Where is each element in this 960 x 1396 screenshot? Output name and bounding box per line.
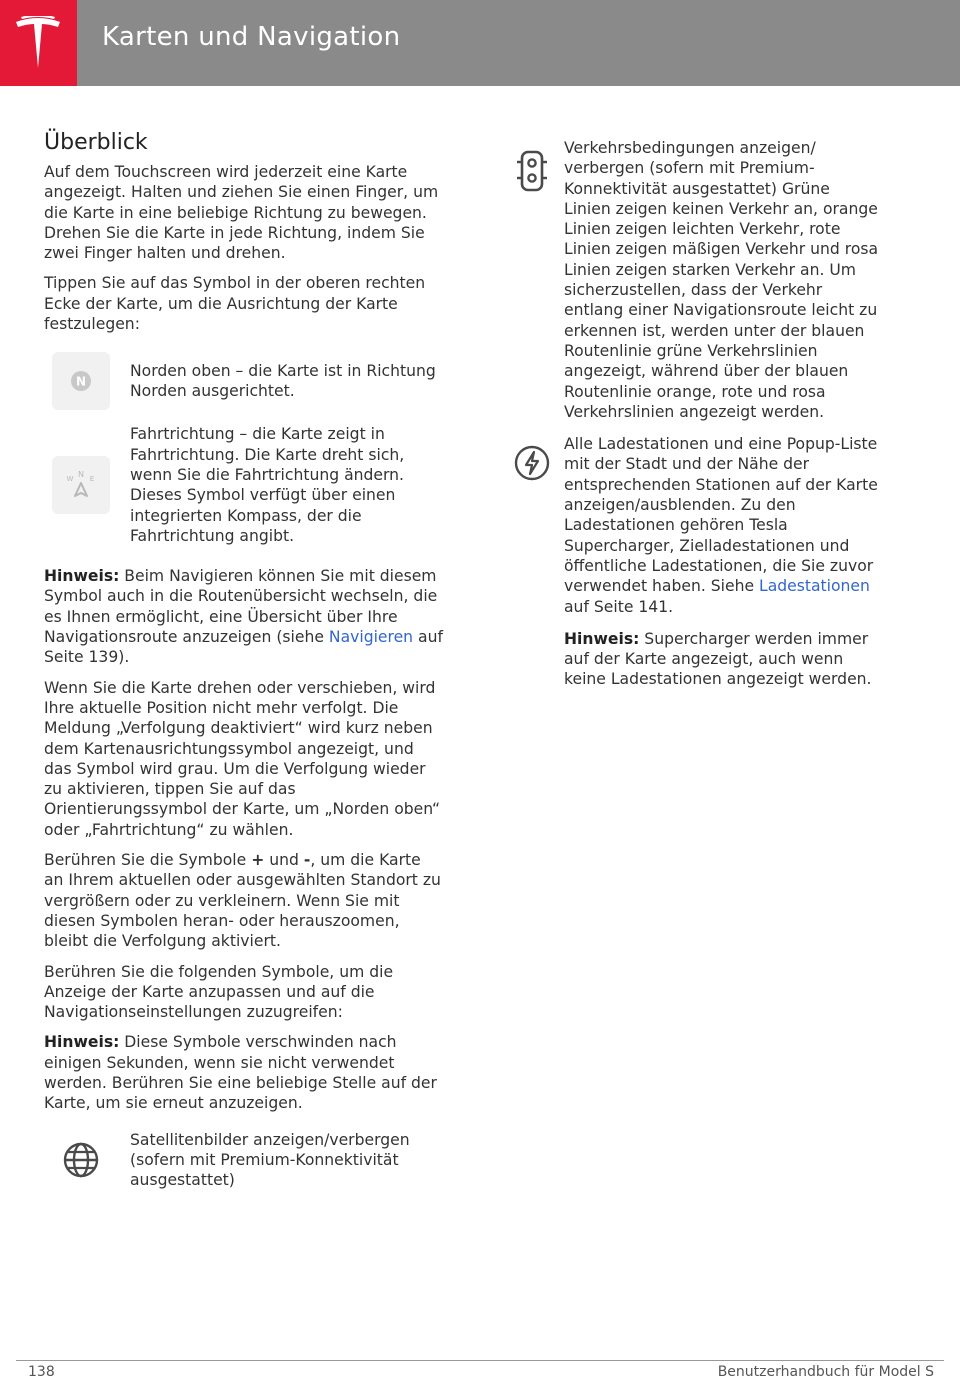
note-text: Diese Symbole verschwinden nach einigen Sekunden, wenn sie nicht verwendet werden. Berühren Sie eine beliebige Stelle auf der Karte, um sie erneut anzuzeigen.: [44, 1033, 437, 1113]
note-navigation: [44, 566, 444, 667]
charging-stations-link[interactable]: Ladestationen: [759, 577, 870, 596]
page-number: 138: [28, 1364, 55, 1380]
minus-symbol: -: [303, 851, 311, 870]
north-up-icon: [52, 352, 110, 410]
traffic-light-icon: [500, 138, 564, 192]
svg-text:W: W: [66, 475, 74, 484]
satellite-text: Satellitenbilder anzeigen/verbergen (sofern mit Premium-Konnektivität ausgestattet): [130, 1130, 410, 1190]
lightning-bolt-icon: [500, 434, 564, 482]
intro-paragraph: Auf dem Touchscreen wird jederzeit eine Karte angezeigt. Halten und ziehen Sie einen Finger, um die Karte in eine beliebige Richtung zu bewegen. Drehen Sie die Karte in jede Richtung, indem Sie zwei Finger halten und drehen.: [44, 163, 439, 263]
note-symbols: [44, 1032, 444, 1113]
manual-title: Benutzerhandbuch für Model S: [717, 1364, 934, 1380]
globe-icon: [52, 1141, 110, 1179]
traffic-row: [500, 138, 880, 422]
plus-symbol: +: [251, 851, 265, 870]
settings-paragraph: Berühren Sie die folgenden Symbole, um die Anzeige der Karte anzupassen und auf die Navigationseinstellungen zuzugreifen:: [44, 962, 394, 1022]
note-supercharger: [564, 629, 880, 690]
tracking-paragraph: Wenn Sie die Karte drehen oder verschieben, wird Ihre aktuelle Position nicht mehr verfolgt. Die Meldung „Verfolgung deaktiviert“ wird kurz neben dem Kartenausrichtungssymbol angezeigt, und das Symbol wird grau. Um die Verfolgung wieder zu aktivieren, tippen Sie auf das Orientierungssymbol der Karte, um „Norden oben“ oder „Fahrtrichtung“ zu wählen.: [44, 678, 441, 839]
traffic-text: Verkehrsbedingungen anzeigen/ verbergen (sofern mit Premium-Konnektivität ausgestattet) Grüne Linien zeigen keinen Verkehr an, orange Linien zeigen leichten Verkehr, rote Linien zeigen mäßigen Verkehr und rosa Linien zeigen starken Verkehr an. Um sicherzustellen, dass der Verkehr entlang einer Navigationsroute leicht zu erkennen ist, werden unter der blauen Routenlinie grüne Verkehrslinien angezeigt, während über der blauen Routenlinie orange, rote und rosa Verkehrslinien angezeigt werden.: [564, 139, 879, 421]
footer-divider: [16, 1360, 944, 1361]
page-header: [0, 0, 960, 86]
svg-text:N: N: [75, 374, 87, 389]
tesla-logo-icon: [0, 0, 77, 86]
note-text-end: auf Seite 139).: [44, 628, 443, 667]
svg-text:N: N: [78, 470, 84, 480]
note-text: Supercharger werden immer auf der Karte angezeigt, auch wenn keine Ladestationen angezeigt werden.: [564, 629, 872, 689]
section-heading: Überblick: [44, 130, 148, 155]
zoom-paragraph: Berühren Sie die Symbole + und -, um die Karte an Ihrem aktuellen oder ausgewählten Standort zu vergrößern oder zu verkleinern. Wenn Sie mit diesen Symbolen heran- oder herauszoomen, bleibt die Verfolgung aktiviert.: [44, 851, 441, 951]
orientation-paragraph: Tippen Sie auf das Symbol in der oberen rechten Ecke der Karte, um die Ausrichtung der Karte festzulegen:: [44, 274, 426, 334]
note-text: Beim Navigieren können Sie mit diesem Symbol auch in die Routenübersicht wechseln, die es Ihnen ermöglicht, eine Übersicht über Ihre Navigationsroute anzuzeigen (siehe: [44, 567, 438, 647]
right-column: [500, 138, 880, 712]
satellite-row: [44, 1130, 444, 1191]
note-label: Hinweis:: [44, 567, 120, 586]
north-up-row: [44, 352, 444, 410]
north-up-text: Norden oben – die Karte ist in Richtung Norden ausgerichtet.: [130, 362, 436, 401]
svg-text:E: E: [89, 475, 95, 484]
navigate-link[interactable]: Navigieren: [328, 628, 414, 647]
note-label: Hinweis:: [44, 1033, 120, 1052]
heading-up-text: Fahrtrichtung – die Karte zeigt in Fahrtrichtung. Die Karte dreht sich, wenn Sie die Fahrtrichtung ändern. Dieses Symbol verfügt über einen integrierten Kompass, der die Fahrtrichtung angibt.: [130, 425, 405, 545]
charging-text: Alle Ladestationen und eine Popup-Liste mit der Stadt und der Nähe der entsprechenden Stationen auf der Karte anzeigen/ausblenden. Zu den Ladestationen gehören Tesla Supercharger, Zielladestationen und öffentliche Ladestationen, die Sie zuvor verwendet haben. Siehe Ladestationen auf Seite 141. Hinweis: Supercharger werden immer auf der Karte angezeigt, auch wenn keine Ladestationen angezeigt werden.: [564, 434, 880, 700]
chapter-title: Karten und Navigation: [102, 22, 401, 52]
compass-icon: [52, 456, 110, 514]
heading-up-row: [44, 424, 444, 546]
charging-row: [500, 434, 880, 700]
note-label: Hinweis:: [564, 629, 640, 648]
left-column: [44, 128, 444, 1200]
